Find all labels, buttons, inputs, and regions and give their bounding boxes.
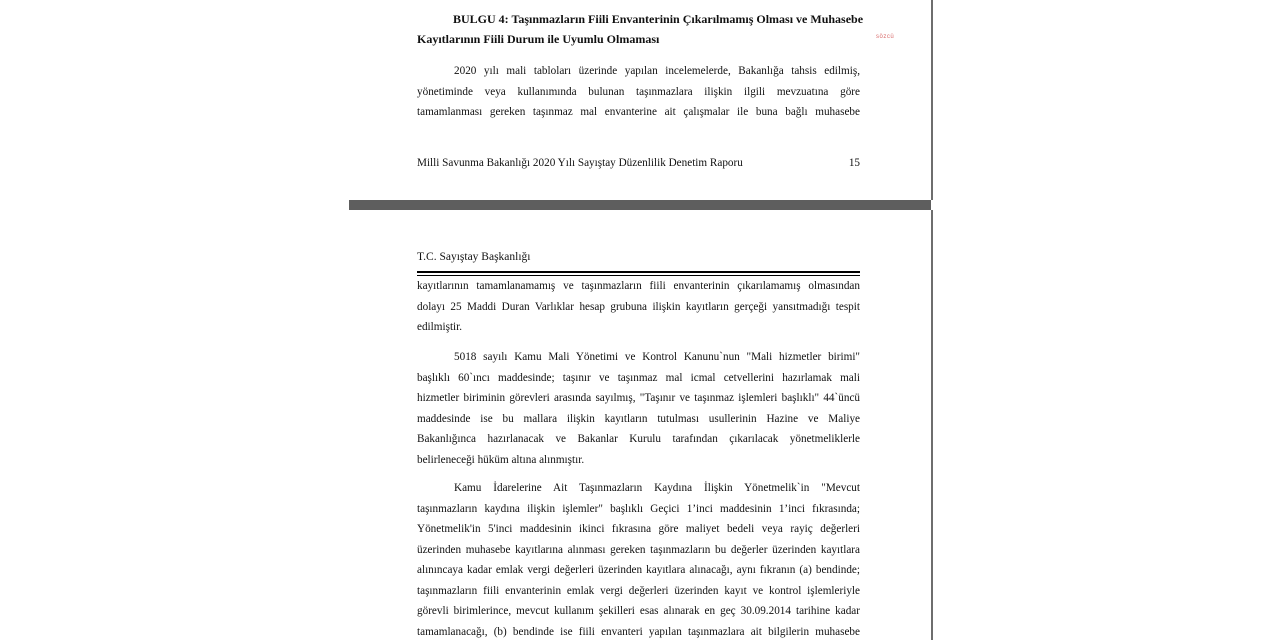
footer-report-title: Milli Savunma Bakanlığı 2020 Yılı Sayıştay Düzenlilik Denetim Raporu [417, 157, 743, 169]
page2-paragraph-3 [417, 478, 860, 640]
paragraph-line: Kamu İdarelerine Ait Taşınmazların Kaydına İlişkin Yönetmelik`in "Mevcut [454, 482, 860, 494]
page2-paragraph-2 [417, 347, 860, 470]
heading-line-2: Kayıtlarının Fiili Durum ile Uyumlu Olmaması [417, 32, 660, 46]
paragraph-line: taşınmazların fiili envanterinin emlak vergi değerleri üzerinden kayıt ve kontrol işlemleriyle [417, 584, 860, 597]
paragraph-line: alınıncaya kadar emlak vergi değerleri üzerinden kayıtlara alınacağı, aynı fıkranın (a) bendinde; [417, 564, 860, 576]
paragraph-line: taşınmazların kaydına ilişkin işlemler" başlıklı Geçici 1’inci maddesinin 1’inci fıkrasında; [417, 502, 860, 515]
page-footer [417, 157, 860, 169]
page1-paragraph [417, 61, 860, 123]
paragraph-line: yönetiminde veya kullanımında bulunan taşınmazlara ilişkin ilgili mevzuatına göre [417, 85, 860, 98]
paragraph-line: tamamlanması gereken taşınmaz mal envanterine ait çalışmalar ile buna bağlı muhasebe [417, 106, 860, 118]
paragraph-line: Bakanlığınca hazırlanacak ve Bakanlar Kurulu tarafından çıkarılacak yönetmeliklerle [417, 433, 860, 445]
paragraph-line: maddesinde ise bu mallara ilişkin kayıtların tutulması usullerinin Hazine ve Maliye [417, 412, 860, 425]
document-page-1 [349, 0, 933, 200]
watermark-logo: sözcü [876, 34, 895, 40]
paragraph-line: 2020 yılı mali tabloları üzerinde yapılan incelemelerde, Bakanlığa tahsis edilmiş, [454, 65, 860, 77]
paragraph-line: üzerinden muhasebe kayıtlarına alınması gereken taşınmazların bu değerler üzerinden kayıtlara [417, 543, 860, 556]
document-page-2 [349, 210, 933, 640]
paragraph-line: Yönetmelik'in 5'inci maddesinin ikinci fıkrasına göre maliyet bedeli veya rayiç değerleri [417, 523, 860, 535]
page-separator [349, 200, 931, 210]
footer-page-number: 15 [848, 157, 860, 169]
paragraph-line: edilmiştir. [417, 321, 463, 333]
paragraph-line: tamamlanacağı, (b) bendinde ise fiili envanteri yapılan taşınmazlara ait bilgilerin muhasebe [417, 625, 860, 638]
paragraph-line: dolayı 25 Maddi Duran Varlıklar hesap grubuna ilişkin kayıtların gerçeği yansıtmadığı tespit [417, 300, 860, 313]
header-rule-thick [417, 271, 860, 273]
page-header: T.C. Sayıştay Başkanlığı [417, 251, 531, 263]
paragraph-line: kayıtlarının tamamlanamamış ve taşınmazların fiili envanterinin çıkarılamamış olmasından [417, 280, 860, 292]
paragraph-line: görevli birimlerince, mevcut kullanım şekilleri esas alınarak en geç 30.09.2014 tarihine kadar [417, 605, 860, 617]
paragraph-line: 5018 sayılı Kamu Mali Yönetimi ve Kontrol Kanunu`nun "Mali hizmetler birimi" [454, 351, 860, 363]
heading-line-1: BULGU 4: Taşınmazların Fiili Envanterinin Çıkarılmamış Olması ve Muhasebe [453, 12, 864, 26]
page2-paragraph-1 [417, 276, 860, 338]
paragraph-line: hizmetler biriminin görevleri arasında sayılmış, "Taşınır ve taşınmaz işlemleri başlıklı" 44`üncü [417, 392, 860, 404]
paragraph-line: başlıklı 60`ıncı maddesinde; taşınır ve taşınmaz mal icmal cetvellerini hazırlamak mali [417, 371, 860, 384]
paragraph-line: belirleneceği hüküm altına alınmıştır. [417, 453, 585, 466]
finding-heading [417, 9, 864, 49]
